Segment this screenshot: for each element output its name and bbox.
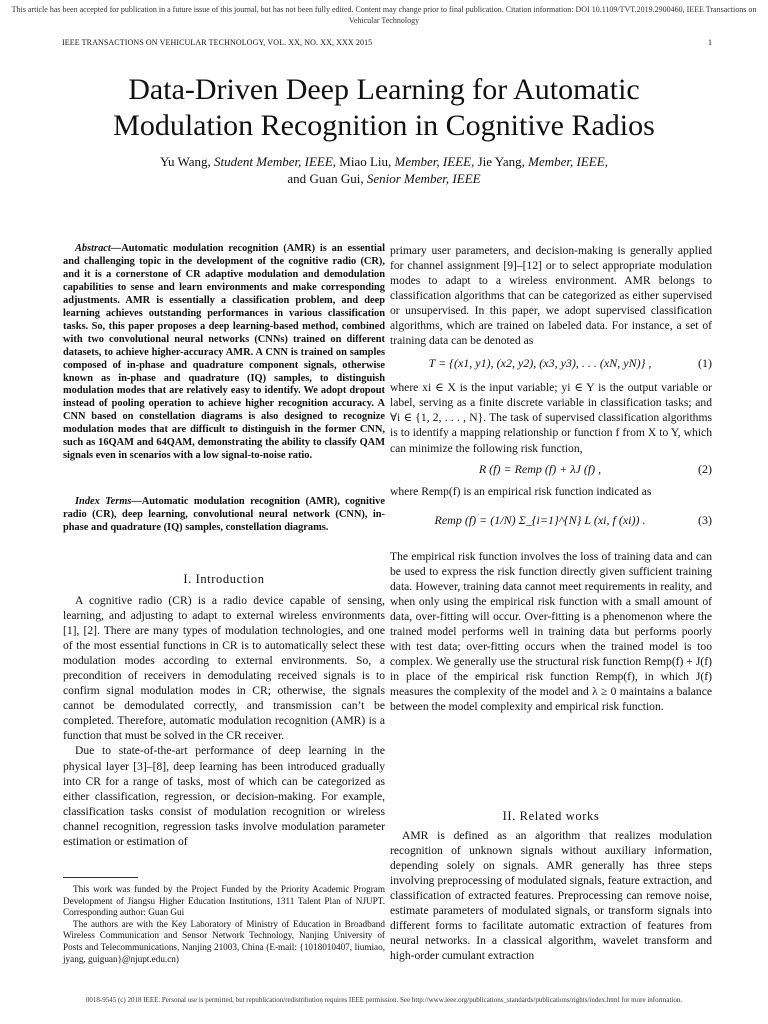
- paragraph: A cognitive radio (CR) is a radio device capable of sensing, learning, and adjusting to adapt to external wireless environments [1], [2]. There are many types of modulation technologies, and one of the most essential functions in CR is to automatically select these modulation modes according to external environments. So, a precondition of receivers in demodulating received signals is to confirm signal modulation modes in CR; otherwise, the signals cannot be demodulated correctly, and transmission can’t be completed. Therefore, automatic modulation recognition (AMR) is a function that must be solved in the CR receiver.: [63, 594, 385, 743]
- equation-number: (1): [698, 356, 712, 371]
- abstract: Abstract—Automatic modulation recognition (AMR) is an essential and challenging topic in the development of the cognitive radio (CR), and it is a cornerstone of CR adaptive modulation and demodulation capabilities to sense and learn environments and make corresponding adjustments. AMR is essentially a classification problem, and deep learning achieves outstanding performances in various classification tasks. So, this paper proposes a deep learning-based method, combined with two convolutional neural networks (CNNs) trained on different datasets, to achieve higher-accuracy AMR. A CNN is trained on samples composed of in-phase and quadrature component signals, otherwise known as in-phase and quadrature (IQ) samples, to distinguish modulation modes that are relatively easy to identify. We adopt dropout instead of pooling operation to achieve higher recognition accuracy. A CNN based on constellation diagrams is also designed to recognize modulation modes that are difficult to distinguish in the former CNN, such as 16QAM and 64QAM, demonstrating the ability to classify QAM signals even in scenarios with a low signal-to-noise ratio.: [63, 243, 385, 462]
- equation-body: R (f) = Remp (f) + λJ (f) ,: [478, 461, 602, 476]
- footnote-funding: This work was funded by the Project Funded by the Priority Academic Program Development of Jiangsu Higher Education Institutions, 1311 Talent Plan of NJUPT. Corresponding author: Guan Gui: [63, 884, 385, 918]
- author-list: Yu Wang, Student Member, IEEE, Miao Liu, Member, IEEE, Jie Yang, Member, IEEE, and Guan Gui, Senior Member, IEEE: [160, 154, 608, 186]
- index-terms: Index Terms—Automatic modulation recognition (AMR), cognitive radio (CR), deep learning, convolutional neural network (CNN), in-phase and quadrature (IQ) samples, constellation diagrams.: [63, 496, 385, 533]
- equation-number: (2): [698, 461, 712, 476]
- right-column-body: [390, 243, 712, 714]
- related-works-body: [390, 828, 712, 963]
- author-role: Student Member, IEEE: [214, 154, 333, 169]
- author-name: Jie Yang: [477, 154, 522, 169]
- equation-2: [390, 462, 712, 484]
- paragraph: Due to state-of-the-art performance of deep learning in the physical layer [3]–[8], deep learning has been introduced gradually into CR for a range of tasks, most of which can be categorized as either classification, regression, or decision-making. For example, classification tasks consist of modulation recognition or wireless channel recognition, regression tasks involve modulation parameter estimation or estimation of: [63, 744, 385, 848]
- page-number: 1: [708, 38, 712, 47]
- equation-3: [390, 513, 712, 549]
- footnote-rule: [63, 877, 138, 878]
- index-terms-text: Automatic modulation recognition (AMR), cognitive radio (CR), deep learning, convolutional neural network (CNN), in-phase and quadrature (IQ) samples, constellation diagrams.: [63, 496, 385, 533]
- introduction-body: [63, 593, 385, 849]
- running-head: IEEE TRANSACTIONS ON VEHICULAR TECHNOLOGY, VOL. XX, NO. XX, XXX 2015: [62, 38, 373, 47]
- paragraph: primary user parameters, and decision-making is generally applied for channel assignment [9]–[12] or to select appropriate modulation modes to adapt to a wireless environment. AMR belongs to classification algorithms that can be categorized as either supervised or unsupervised. In this paper, we adopt supervised classification algorithms, which are trained on labeled data. For instance, a set of training data can be denoted as: [390, 244, 712, 348]
- paragraph: The empirical risk function involves the loss of training data and can be used to express the risk function directly given sufficient training data. However, training data cannot meet requirements in reality, and when only using the empirical risk function with a small amount of data, over-fitting will occur. Over-fitting is a phenomenon where the trained model performs well in training data but performs poorly with test data; over-fitting occurs when the trained model is too complex. We generally use the structural risk function Remp(f) + J(f) in place of the empirical risk function Remp(f), in which J(f) measures the complexity of the model and λ ≥ 0 maintains a balance between the model complexity and empirical risk function.: [390, 549, 712, 714]
- copyright-footer: 0018-9545 (c) 2018 IEEE. Personal use is permitted, but republication/redistribution requires IEEE permission. See http://www.ieee.org/publications_standards/publications/rights/index.html for more information.: [85, 996, 683, 1004]
- footnote: [63, 884, 385, 965]
- paragraph: where Remp(f) is an empirical risk function indicated as: [390, 484, 652, 498]
- section-heading-related-works: II. Related works: [502, 809, 600, 823]
- equation-body: Remp (f) = (1/N) Σ_{i=1}^{N} L (xi, f (xi)) .: [434, 512, 646, 527]
- section-heading-introduction: I. Introduction: [183, 572, 265, 586]
- paper-title: Data-Driven Deep Learning for Automatic Modulation Recognition in Cognitive Radios: [113, 73, 655, 142]
- author-role: Senior Member, IEEE: [366, 171, 481, 186]
- paragraph: where xi ∈ X is the input variable; yi ∈ Y is the output variable or label, serving as a finite discrete variable in classification tasks; and ∀i ∈ {1, 2, . . . , N}. The task of supervised classification algorithms is to identify a mapping relationship or function f from X to Y, which can minimize the following risk function,: [390, 381, 712, 455]
- publication-notice: This article has been accepted for publication in a future issue of this journal, but has not been fully edited. Content may change prior to final publication. Citation information: DOI 10.1109/TVT.2019.2900460, IEEE Transactions on Vehicular Technology: [11, 5, 757, 25]
- equation-1: [390, 356, 712, 378]
- author-role: Member, IEEE: [528, 154, 605, 169]
- index-terms-label: Index Terms: [75, 496, 132, 507]
- equation-body: T = {(x1, y1), (x2, y2), (x3, y3), . . . (xN, yN)} ,: [428, 356, 652, 371]
- footnote-affiliation: The authors are with the Key Laboratory of Ministry of Education in Broadband Wireless Communication and Sensor Network Technology, Nanjing University of Posts and Telecommunications, Nanjing 21003, China (E-mail: {1018010407, liumiao, jyang, guiguan}@njupt.edu.cn): [63, 918, 385, 964]
- author-name: Guan Gui: [309, 171, 361, 186]
- equation-number: (3): [698, 512, 712, 527]
- author-name: Yu Wang: [160, 154, 208, 169]
- author-name: Miao Liu: [339, 154, 389, 169]
- abstract-text: Automatic modulation recognition (AMR) is an essential and challenging topic in the development of the cognitive radio (CR), and it is a cornerstone of CR adaptive modulation and demodulation capabilities to sense and learn environments and make corresponding adjustments. AMR is essentially a classification problem, and deep learning achieves outstanding performances in various classification tasks. So, this paper proposes a deep learning-based method, combined with two convolutional neural networks (CNNs) trained on different datasets, to achieve higher-accuracy AMR. A CNN is trained on samples composed of in-phase and quadrature component signals, otherwise known as in-phase and quadrature (IQ) samples, to distinguish modulation modes that are relatively easy to identify. We adopt dropout instead of pooling operation to achieve higher recognition accuracy. A CNN based on constellation diagrams is also designed to recognize modulation modes that are difficult to distinguish in the former CNN, such as 16QAM and 64QAM, demonstrating the ability to classify QAM signals even in scenarios with a low signal-to-noise ratio.: [63, 243, 385, 462]
- author-role: Member, IEEE: [394, 154, 472, 169]
- abstract-label: Abstract: [75, 243, 111, 254]
- paragraph: AMR is defined as an algorithm that realizes modulation recognition of unknown signals without auxiliary information, depending solely on signals. AMR generally has three steps involving preprocessing of modulated signals, feature extraction, and classification of extracted features. Preprocessing can remove noise, estimate parameters of modulated signals, or transform signals into different forms to facilitate automatic extraction of features from neural networks. In a classical algorithm, wavelet transform and high-order cumulant extraction: [390, 829, 712, 963]
